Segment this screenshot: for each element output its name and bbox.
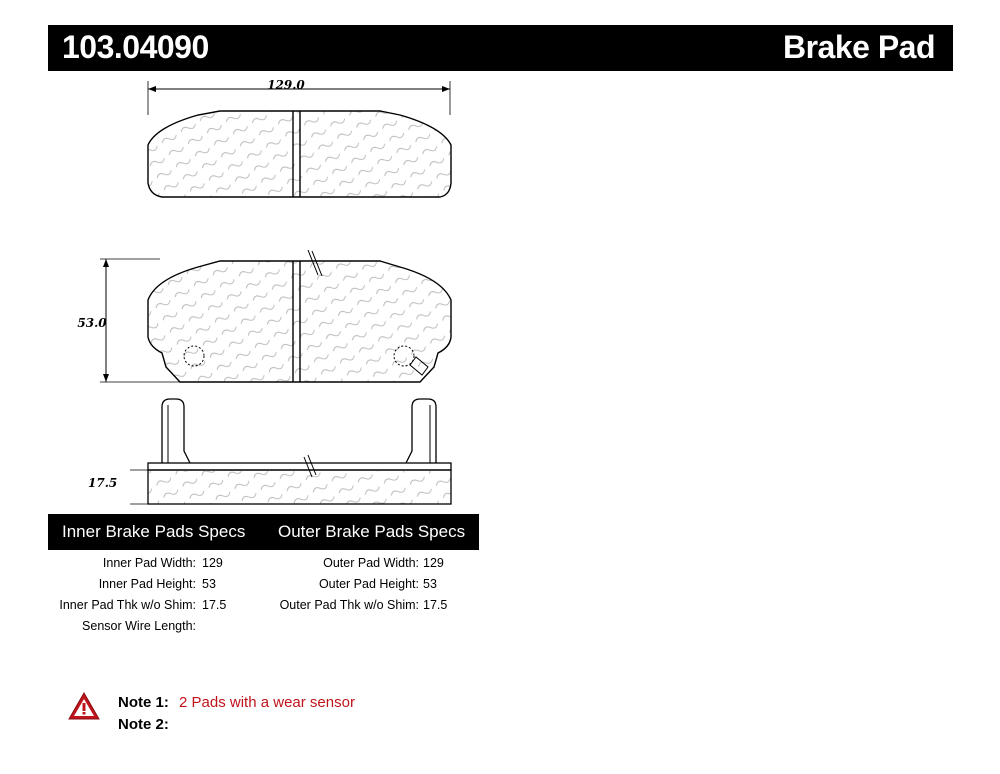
inner-spec-label: Inner Pad Width: [102,556,196,570]
outer-spec-label: Outer Pad Width: [323,556,419,570]
inner-spec-row [0,619,1000,635]
note-text: 2 Pads with a wear sensor [179,694,355,711]
warning-icon [67,691,101,721]
note-label: Note 2: [118,716,169,733]
inner-spec-label: Inner Pad Height: [98,577,196,591]
note-2 [118,716,175,733]
pad-front-view [148,250,451,382]
note-label: Note 1: [118,694,169,711]
outer-spec-value: 53 [423,577,437,591]
outer-spec-row [0,598,1000,614]
header-bar [48,25,953,71]
outer-spec-label: Outer Pad Height: [318,577,419,591]
thickness-dimension [130,470,148,504]
outer-spec-row [0,577,1000,593]
inner-specs-heading: Inner Brake Pads Specs [62,522,246,541]
brake-pad-drawing [70,75,470,510]
inner-spec-label: Sensor Wire Length: [82,619,196,633]
note-1 [118,694,355,711]
outer-spec-value: 17.5 [423,598,448,612]
specs-heading-bar [48,514,479,550]
part-number: 103.04090 [62,29,209,65]
inner-spec-value: 129 [202,556,223,570]
width-label: 129.0 [267,78,305,92]
outer-spec-value: 129 [423,556,444,570]
outer-specs-heading: Outer Brake Pads Specs [278,522,466,541]
height-label: 53.0 [77,316,107,330]
inner-spec-label: Inner Pad Thk w/o Shim: [59,598,196,612]
outer-spec-row [0,556,1000,572]
inner-spec-value: 53 [202,577,216,591]
outer-spec-label: Outer Pad Thk w/o Shim: [279,598,419,612]
page-title: Brake Pad [782,29,935,65]
pad-side-view [148,399,451,504]
thickness-label: 17.5 [88,476,118,490]
pad-top-view [148,111,451,197]
inner-spec-value: 17.5 [202,598,227,612]
